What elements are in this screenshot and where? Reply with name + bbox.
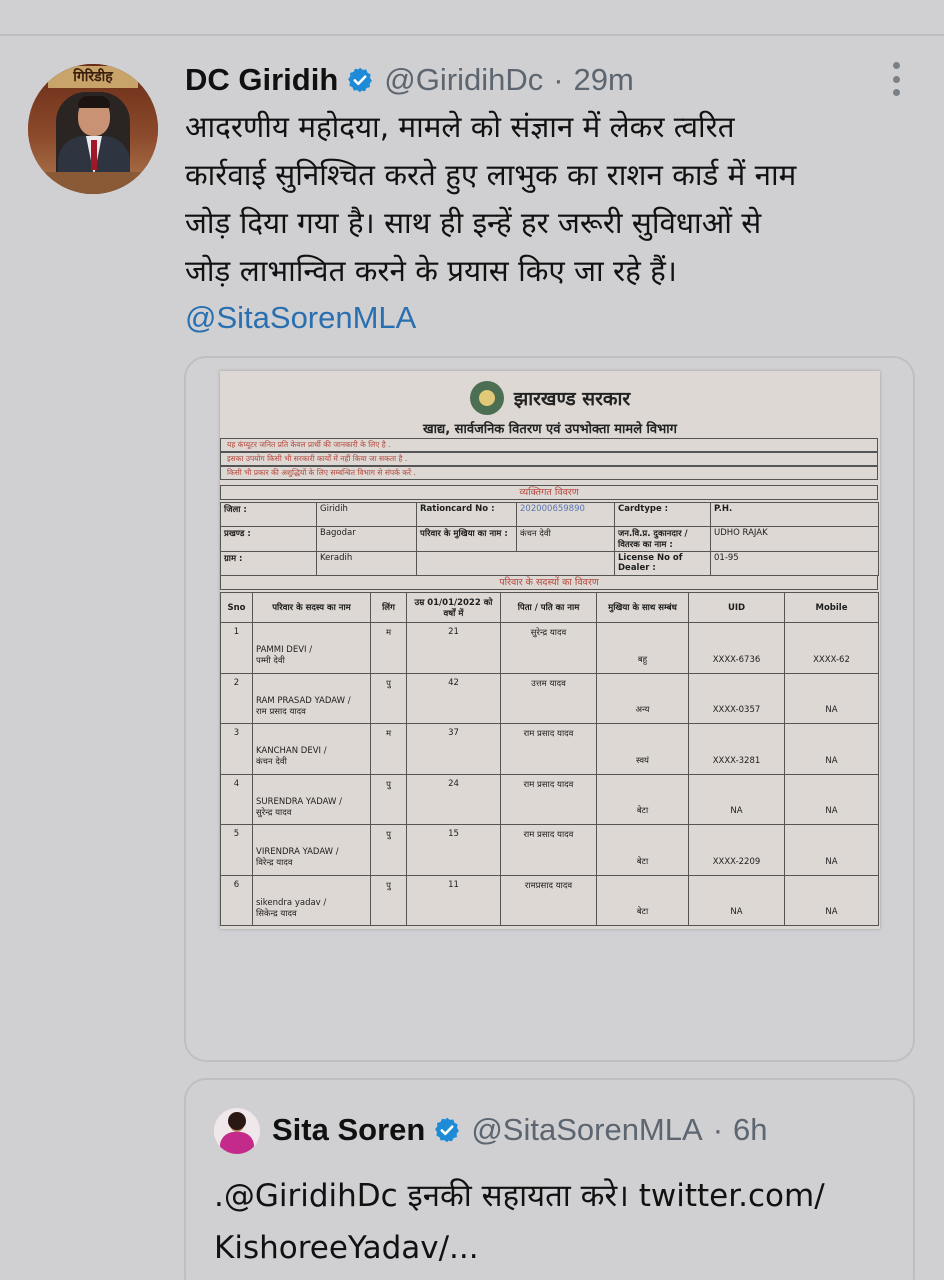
quoted-author-handle[interactable]: @SitaSorenMLA	[471, 1112, 703, 1147]
jharkhand-emblem-icon	[470, 381, 504, 415]
members-heading: परिवार के सदस्यों का विवरण	[220, 575, 878, 590]
license-value: 01-95	[711, 552, 879, 576]
member-relation: बेटा	[597, 875, 689, 926]
member-uid: NA	[689, 875, 785, 926]
member-name	[253, 724, 371, 775]
member-name-english: sikendra yadav /	[256, 897, 327, 908]
member-sno: 5	[221, 825, 253, 876]
member-name-english: VIRENDRA YADAW /	[256, 847, 339, 857]
member-father-name: राम प्रसाद यादव	[501, 774, 597, 825]
member-age: 42	[407, 673, 501, 724]
personal-details-heading: व्यक्तिगत विवरण	[220, 485, 878, 500]
column-header: उम्र 01/01/2022 को वर्षों में	[407, 593, 501, 623]
member-name-hindi: विरेन्द्र यादव	[256, 858, 293, 868]
block-label: प्रखण्ड :	[221, 527, 317, 552]
column-header: UID	[689, 593, 785, 623]
member-name-english: SURENDRA YADAW /	[256, 796, 342, 807]
member-age: 24	[407, 774, 501, 825]
tweet-text	[185, 103, 920, 295]
rationcard-label: Rationcard No :	[417, 503, 517, 527]
member-father-name: उत्तम यादव	[501, 673, 597, 724]
member-gender: पु	[371, 673, 407, 724]
member-name-hindi: सिकेन्द्र यादव	[256, 908, 297, 919]
member-father-name: राम प्रसाद यादव	[501, 724, 597, 775]
verified-badge-icon	[433, 1116, 461, 1144]
member-relation: बेटा	[597, 825, 689, 876]
member-sno: 6	[221, 875, 253, 926]
member-name-english: RAM PRASAD YADAW /	[256, 695, 351, 706]
member-name-hindi: राम प्रसाद यादव	[256, 706, 306, 717]
member-sno: 4	[221, 774, 253, 825]
table-row	[221, 673, 879, 724]
member-uid: NA	[689, 774, 785, 825]
member-father-name: राम प्रसाद यादव	[501, 825, 597, 876]
quoted-timestamp[interactable]: 6h	[733, 1112, 768, 1147]
member-relation: स्वयं	[597, 724, 689, 775]
member-relation: बेटा	[597, 774, 689, 825]
member-father-name: रामप्रसाद यादव	[501, 875, 597, 926]
quoted-text-line: KishoreeYadav/...	[214, 1230, 479, 1266]
department-name: खाद्य, सार्वजनिक वितरण एवं उपभोक्ता मामले विभाग	[423, 422, 677, 437]
empty-cell	[417, 552, 615, 576]
member-name	[253, 875, 371, 926]
member-uid: XXXX-6736	[689, 623, 785, 674]
more-options-icon[interactable]	[888, 62, 904, 96]
family-head-label: परिवार के मुखिया का नाम :	[417, 527, 517, 552]
personal-details-table	[220, 502, 879, 576]
rationcard-value: 202000659890	[517, 503, 615, 527]
district-label: जिला :	[221, 503, 317, 527]
previous-tweet-remnant	[0, 0, 944, 30]
dealer-label: जन.वि.प्र. दुकानदार / वितरक का नाम :	[615, 527, 711, 552]
tweet-divider	[0, 34, 944, 36]
author-avatar[interactable]	[28, 64, 158, 194]
member-age: 37	[407, 724, 501, 775]
member-gender: पु	[371, 825, 407, 876]
table-header-row	[221, 593, 879, 623]
tweet-header	[185, 60, 634, 100]
table-row	[221, 825, 879, 876]
member-gender: पु	[371, 875, 407, 926]
mention-link[interactable]: @SitaSorenMLA	[185, 300, 417, 335]
tweet-text-line: जोड़ दिया गया है। साथ ही इन्हें हर जरूरी सुविधाओं से	[185, 206, 762, 240]
district-value: Giridih	[317, 503, 417, 527]
member-father-name: सुरेन्द्र यादव	[501, 623, 597, 674]
member-mobile: NA	[785, 673, 879, 724]
block-value: Bagodar	[317, 527, 417, 552]
member-name-hindi: कंचन देवी	[256, 757, 287, 767]
member-sno: 2	[221, 673, 253, 724]
member-mobile: XXXX-62	[785, 623, 879, 674]
document-note: इसका उपयोग किसी भी सरकारी कार्यों में नहीं किया जा सकता है .	[220, 452, 878, 466]
author-handle[interactable]: @GiridihDc	[384, 62, 544, 97]
header-separator: ·	[712, 1112, 724, 1147]
quoted-tweet-text	[214, 1170, 904, 1274]
member-age: 21	[407, 623, 501, 674]
member-name-english: KANCHAN DEVI /	[256, 746, 327, 756]
tweet-text-line: जोड़ लाभान्वित करने के प्रयास किए जा रहे हैं।	[185, 254, 677, 288]
government-name: झारखण्ड सरकार	[513, 388, 631, 410]
member-name	[253, 623, 371, 674]
license-label: License No of Dealer :	[615, 552, 711, 576]
table-row	[221, 875, 879, 926]
quoted-text-line: .@GiridihDc इनकी सहायता करे। twitter.com/	[214, 1178, 825, 1214]
document-note: यह कंप्यूटर जनित प्रति केवल प्रार्थी की जानकारी के लिए है .	[220, 438, 878, 452]
member-age: 15	[407, 825, 501, 876]
dealer-value: UDHO RAJAK	[711, 527, 879, 552]
table-row	[221, 724, 879, 775]
tweet-timestamp[interactable]: 29m	[573, 62, 634, 97]
member-mobile: NA	[785, 825, 879, 876]
village-value: Keradih	[317, 552, 417, 576]
table-row	[221, 623, 879, 674]
author-name[interactable]: DC Giridih	[185, 62, 339, 97]
cardtype-label: Cardtype :	[615, 503, 711, 527]
member-sno: 1	[221, 623, 253, 674]
ration-card-document[interactable]	[220, 371, 880, 929]
member-mobile: NA	[785, 724, 879, 775]
cardtype-value: P.H.	[711, 503, 879, 527]
member-uid: XXXX-0357	[689, 673, 785, 724]
header-separator: ·	[553, 62, 564, 97]
member-name-english: PAMMI DEVI /	[256, 645, 313, 655]
member-gender: म	[371, 724, 407, 775]
quoted-tweet-header	[272, 1110, 768, 1150]
member-gender: म	[371, 623, 407, 674]
avatar-sign: गिरिडीह	[48, 66, 138, 88]
village-label: ग्राम :	[221, 552, 317, 576]
family-head-value: कंचन देवी	[517, 527, 615, 552]
column-header: परिवार के सदस्य का नाम	[253, 593, 371, 623]
member-relation: अन्य	[597, 673, 689, 724]
member-name-hindi: पम्मी देवी	[256, 656, 285, 666]
member-name	[253, 825, 371, 876]
document-note: किसी भी प्रकार की अशुद्धियों के लिए सम्बन्धित विभाग से संपर्क करें .	[220, 466, 878, 480]
member-name-hindi: सुरेन्द्र यादव	[256, 807, 292, 818]
member-mobile: NA	[785, 774, 879, 825]
family-members-table	[220, 592, 879, 926]
quoted-author-avatar[interactable]	[214, 1108, 260, 1154]
member-uid: XXXX-3281	[689, 724, 785, 775]
member-name	[253, 774, 371, 825]
member-age: 11	[407, 875, 501, 926]
member-name	[253, 673, 371, 724]
verified-badge-icon	[346, 66, 374, 94]
tweet-text-line: कार्रवाई सुनिश्चित करते हुए लाभुक का राशन कार्ड में नाम	[185, 158, 797, 192]
member-relation: बहु	[597, 623, 689, 674]
column-header: Mobile	[785, 593, 879, 623]
quoted-author-name[interactable]: Sita Soren	[272, 1112, 426, 1147]
tweet-text-line: आदरणीय महोदया, मामले को संज्ञान में लेकर त्वरित	[185, 110, 735, 144]
member-gender: पु	[371, 774, 407, 825]
document-title	[220, 381, 880, 415]
column-header: लिंग	[371, 593, 407, 623]
column-header: Sno	[221, 593, 253, 623]
column-header: मुखिया के साथ सम्बंध	[597, 593, 689, 623]
member-sno: 3	[221, 724, 253, 775]
table-row	[221, 774, 879, 825]
column-header: पिता / पति का नाम	[501, 593, 597, 623]
member-uid: XXXX-2209	[689, 825, 785, 876]
member-mobile: NA	[785, 875, 879, 926]
